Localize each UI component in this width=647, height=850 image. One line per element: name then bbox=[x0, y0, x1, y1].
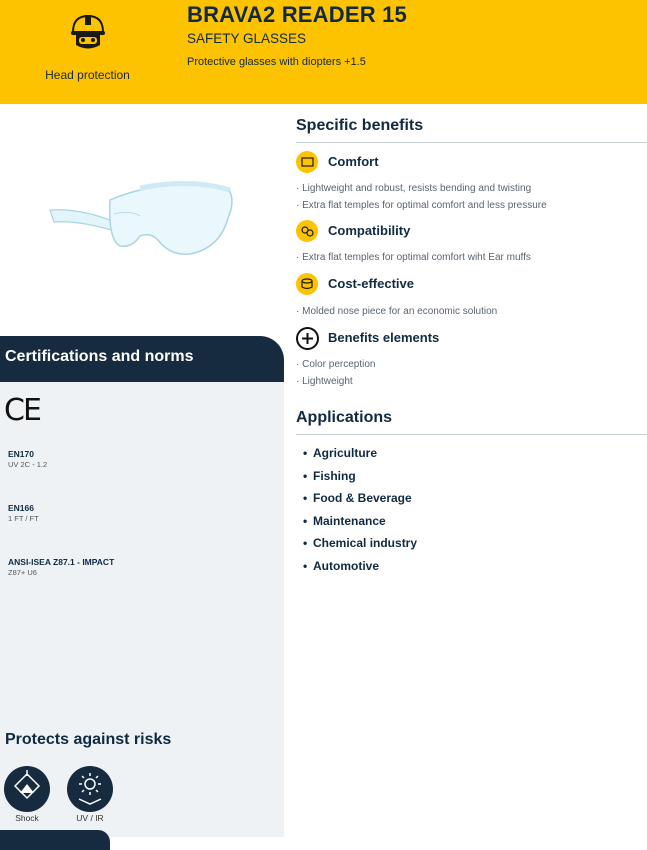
compatibility-icon bbox=[296, 220, 318, 242]
helmet-icon bbox=[68, 12, 108, 54]
product-header bbox=[0, 0, 647, 104]
norm-detail: Z87+ U6 bbox=[8, 568, 37, 577]
risk-label: UV / IR bbox=[76, 813, 104, 823]
product-title: BRAVA2 READER 15 bbox=[187, 2, 407, 27]
norm-code: EN170 bbox=[8, 449, 34, 459]
ce-mark: CE bbox=[4, 393, 40, 428]
norm-detail: 1 FT / FT bbox=[8, 514, 39, 523]
product-subtitle: SAFETY GLASSES bbox=[187, 31, 307, 46]
divider bbox=[296, 434, 647, 435]
application-item: • Food & Beverage bbox=[303, 491, 412, 505]
category-label: Head protection bbox=[45, 68, 130, 82]
benefit-line: · Extra flat temples for optimal comfort and less pressure bbox=[296, 200, 547, 211]
benefit-title: Cost-effective bbox=[328, 276, 414, 291]
product-description: Protective glasses with diopters +1.5 bbox=[187, 56, 366, 68]
uv-ir-icon bbox=[67, 766, 113, 812]
application-item: • Maintenance bbox=[303, 514, 386, 528]
benefit-title: Benefits elements bbox=[328, 330, 440, 345]
application-item: • Chemical industry bbox=[303, 536, 418, 550]
benefit-title: Compatibility bbox=[328, 223, 411, 238]
application-item: • Automotive bbox=[303, 559, 379, 573]
cost-effective-icon bbox=[296, 273, 318, 295]
norm-code: EN166 bbox=[8, 503, 34, 513]
norm-code: ANSI-ISEA Z87.1 - IMPACT bbox=[8, 557, 115, 567]
comfort-icon bbox=[296, 151, 318, 173]
benefit-title: Comfort bbox=[328, 154, 379, 169]
risk-label: Shock bbox=[15, 813, 39, 823]
shock-icon bbox=[4, 766, 50, 812]
certifications-title: Certifications and norms bbox=[5, 348, 194, 365]
norm-detail: UV 2C - 1.2 bbox=[8, 460, 48, 469]
benefits-title: Specific benefits bbox=[296, 117, 424, 134]
application-item: • Agriculture bbox=[303, 446, 378, 460]
benefit-line: · Molded nose piece for an economic solution bbox=[296, 306, 498, 317]
application-item: • Fishing bbox=[303, 469, 356, 483]
applications-title: Applications bbox=[296, 409, 393, 426]
risks-title: Protects against risks bbox=[5, 731, 172, 748]
benefit-line: · Color perception bbox=[296, 359, 376, 370]
benefit-line: · Lightweight bbox=[296, 376, 353, 387]
benefit-line: · Extra flat temples for optimal comfort wiht Ear muffs bbox=[296, 252, 531, 263]
plus-circle-icon bbox=[296, 327, 319, 350]
divider bbox=[296, 142, 647, 143]
footer-tab bbox=[0, 830, 110, 850]
benefit-line: · Lightweight and robust, resists bending and twisting bbox=[296, 183, 532, 194]
product-image bbox=[40, 170, 240, 270]
